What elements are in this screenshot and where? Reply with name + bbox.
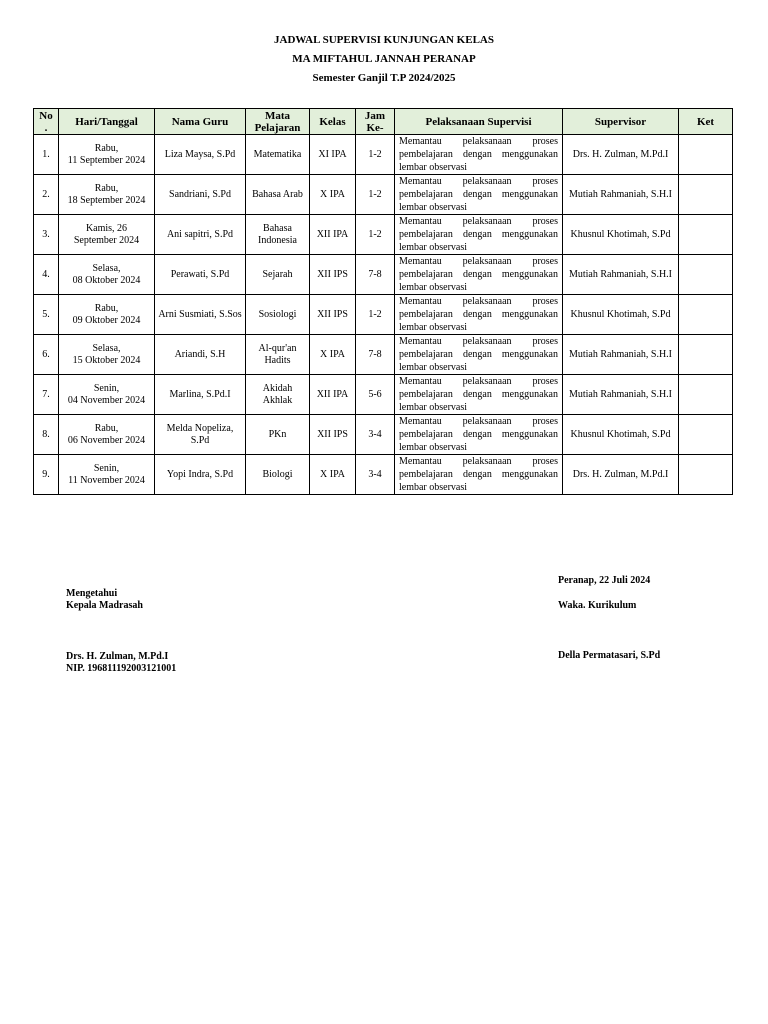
cell-period: 7-8	[356, 335, 395, 375]
table-row	[34, 415, 733, 455]
cell-period: 1-2	[356, 135, 395, 175]
cell-supervisor: Drs. H. Zulman, M.Pd.I	[563, 455, 679, 495]
cell-day: Rabu,	[94, 422, 119, 434]
semester-label: Semester Ganjil T.P 2024/2025	[312, 72, 456, 84]
col-header-activity: Pelaksanaan Supervisi	[395, 109, 563, 135]
cell-teacher: Marlina, S.Pd.I	[155, 375, 246, 415]
cell-period: 3-4	[356, 415, 395, 455]
cell-date	[59, 295, 155, 335]
cell-subject: Al-qur'an Hadits	[246, 335, 310, 375]
cell-class: X IPA	[310, 455, 356, 495]
cell-activity: Memantau pelaksanaan proses pembelajaran dengan menggunakan lembar observasi	[395, 375, 563, 415]
cell-note	[679, 335, 733, 375]
cell-supervisor: Mutiah Rahmaniah, S.H.I	[563, 375, 679, 415]
curriculum-name: Della Permatasari, S.Pd	[558, 650, 661, 661]
cell-subject: PKn	[246, 415, 310, 455]
cell-date	[59, 175, 155, 215]
cell-no: 9.	[34, 455, 59, 495]
cell-date-value: 18 September 2024	[67, 194, 146, 206]
cell-date-value: 11 November 2024	[68, 474, 145, 486]
cell-note	[679, 375, 733, 415]
cell-supervisor: Khusnul Khotimah, S.Pd	[563, 415, 679, 455]
place-date: Peranap, 22 Juli 2024	[558, 575, 651, 586]
cell-class: X IPA	[310, 335, 356, 375]
cell-period: 5-6	[356, 375, 395, 415]
cell-day: Kamis, 26	[85, 222, 128, 234]
cell-subject: Matematika	[246, 135, 310, 175]
principal-nip: NIP. 196811192003121001	[66, 663, 177, 674]
table-row	[34, 455, 733, 495]
principal-role: Kepala Madrasah	[66, 600, 143, 611]
document-title: JADWAL SUPERVISI KUNJUNGAN KELAS	[274, 34, 494, 46]
cell-no: 5.	[34, 295, 59, 335]
cell-period: 7-8	[356, 255, 395, 295]
cell-class: XII IPS	[310, 295, 356, 335]
cell-teacher: Perawati, S.Pd	[155, 255, 246, 295]
cell-teacher: Ani sapitri, S.Pd	[155, 215, 246, 255]
col-header-teacher: Nama Guru	[155, 109, 246, 135]
cell-date	[59, 215, 155, 255]
title-block	[0, 31, 768, 88]
cell-activity: Memantau pelaksanaan proses pembelajaran dengan menggunakan lembar observasi	[395, 455, 563, 495]
cell-subject: Akidah Akhlak	[246, 375, 310, 415]
cell-teacher: Ariandi, S.H	[155, 335, 246, 375]
cell-date	[59, 335, 155, 375]
supervision-schedule-table	[33, 108, 733, 495]
cell-supervisor: Khusnul Khotimah, S.Pd	[563, 215, 679, 255]
cell-note	[679, 175, 733, 215]
cell-day: Selasa,	[92, 262, 121, 274]
cell-teacher: Yopi Indra, S.Pd	[155, 455, 246, 495]
cell-class: X IPA	[310, 175, 356, 215]
cell-day: Senin,	[93, 462, 120, 474]
cell-note	[679, 255, 733, 295]
col-header-date: Hari/Tanggal	[59, 109, 155, 135]
cell-activity: Memantau pelaksanaan proses pembelajaran dengan menggunakan lembar observasi	[395, 255, 563, 295]
cell-class: XII IPA	[310, 215, 356, 255]
cell-class: XII IPA	[310, 375, 356, 415]
cell-activity: Memantau pelaksanaan proses pembelajaran dengan menggunakan lembar observasi	[395, 215, 563, 255]
cell-subject: Biologi	[246, 455, 310, 495]
col-header-supervisor: Supervisor	[563, 109, 679, 135]
cell-no: 4.	[34, 255, 59, 295]
cell-date-value: September 2024	[73, 234, 140, 246]
cell-date-value: 06 November 2024	[67, 434, 146, 446]
cell-day: Rabu,	[94, 302, 119, 314]
cell-teacher: Liza Maysa, S.Pd	[155, 135, 246, 175]
cell-supervisor: Mutiah Rahmaniah, S.H.I	[563, 335, 679, 375]
cell-activity: Memantau pelaksanaan proses pembelajaran dengan menggunakan lembar observasi	[395, 335, 563, 375]
table-row	[34, 255, 733, 295]
signature-block-principal	[66, 588, 176, 675]
table-row	[34, 295, 733, 335]
cell-period: 1-2	[356, 215, 395, 255]
cell-date-value: 04 November 2024	[67, 394, 146, 406]
cell-no: 7.	[34, 375, 59, 415]
cell-activity: Memantau pelaksanaan proses pembelajaran dengan menggunakan lembar observasi	[395, 135, 563, 175]
cell-class: XII IPS	[310, 415, 356, 455]
cell-activity: Memantau pelaksanaan proses pembelajaran dengan menggunakan lembar observasi	[395, 295, 563, 335]
cell-activity: Memantau pelaksanaan proses pembelajaran dengan menggunakan lembar observasi	[395, 175, 563, 215]
cell-class: XI IPA	[310, 135, 356, 175]
cell-teacher: Sandriani, S.Pd	[155, 175, 246, 215]
cell-day: Senin,	[93, 382, 120, 394]
cell-teacher: Arni Susmiati, S.Sos	[155, 295, 246, 335]
cell-period: 1-2	[356, 175, 395, 215]
col-header-period: Jam Ke-	[356, 109, 395, 135]
cell-note	[679, 455, 733, 495]
cell-no: 8.	[34, 415, 59, 455]
cell-subject: Sejarah	[246, 255, 310, 295]
table-row	[34, 335, 733, 375]
acknowledge-label: Mengetahui	[66, 588, 118, 599]
cell-subject: Bahasa Arab	[246, 175, 310, 215]
table-row	[34, 375, 733, 415]
col-header-no: No .	[34, 109, 59, 135]
cell-date-value: 09 Oktober 2024	[72, 314, 141, 326]
signature-block-curriculum	[558, 575, 660, 662]
cell-note	[679, 135, 733, 175]
cell-class: XII IPS	[310, 255, 356, 295]
col-header-note: Ket	[679, 109, 733, 135]
table-row	[34, 215, 733, 255]
cell-teacher: Melda Nopeliza, S.Pd	[155, 415, 246, 455]
cell-date	[59, 415, 155, 455]
cell-no: 6.	[34, 335, 59, 375]
cell-supervisor: Khusnul Khotimah, S.Pd	[563, 295, 679, 335]
col-header-subject: Mata Pelajaran	[246, 109, 310, 135]
cell-date-value: 15 Oktober 2024	[72, 354, 141, 366]
cell-no: 3.	[34, 215, 59, 255]
principal-name: Drs. H. Zulman, M.Pd.I	[66, 651, 169, 662]
cell-date-value: 11 September 2024	[67, 154, 146, 166]
cell-period: 1-2	[356, 295, 395, 335]
cell-note	[679, 415, 733, 455]
cell-period: 3-4	[356, 455, 395, 495]
cell-supervisor: Mutiah Rahmaniah, S.H.I	[563, 255, 679, 295]
cell-supervisor: Mutiah Rahmaniah, S.H.I	[563, 175, 679, 215]
cell-subject: Bahasa Indonesia	[246, 215, 310, 255]
cell-no: 1.	[34, 135, 59, 175]
table-row	[34, 175, 733, 215]
cell-day: Rabu,	[94, 142, 119, 154]
cell-date	[59, 255, 155, 295]
cell-no: 2.	[34, 175, 59, 215]
cell-activity: Memantau pelaksanaan proses pembelajaran dengan menggunakan lembar observasi	[395, 415, 563, 455]
cell-day: Rabu,	[94, 182, 119, 194]
cell-day: Selasa,	[92, 342, 121, 354]
table-row	[34, 135, 733, 175]
cell-date	[59, 455, 155, 495]
col-header-class: Kelas	[310, 109, 356, 135]
cell-date-value: 08 Oktober 2024	[72, 274, 141, 286]
cell-note	[679, 215, 733, 255]
school-name: MA MIFTAHUL JANNAH PERANAP	[292, 53, 476, 65]
cell-date	[59, 135, 155, 175]
curriculum-role: Waka. Kurikulum	[558, 600, 637, 611]
cell-note	[679, 295, 733, 335]
cell-supervisor: Drs. H. Zulman, M.Pd.I	[563, 135, 679, 175]
cell-date	[59, 375, 155, 415]
table-header-row	[34, 109, 733, 135]
cell-subject: Sosiologi	[246, 295, 310, 335]
